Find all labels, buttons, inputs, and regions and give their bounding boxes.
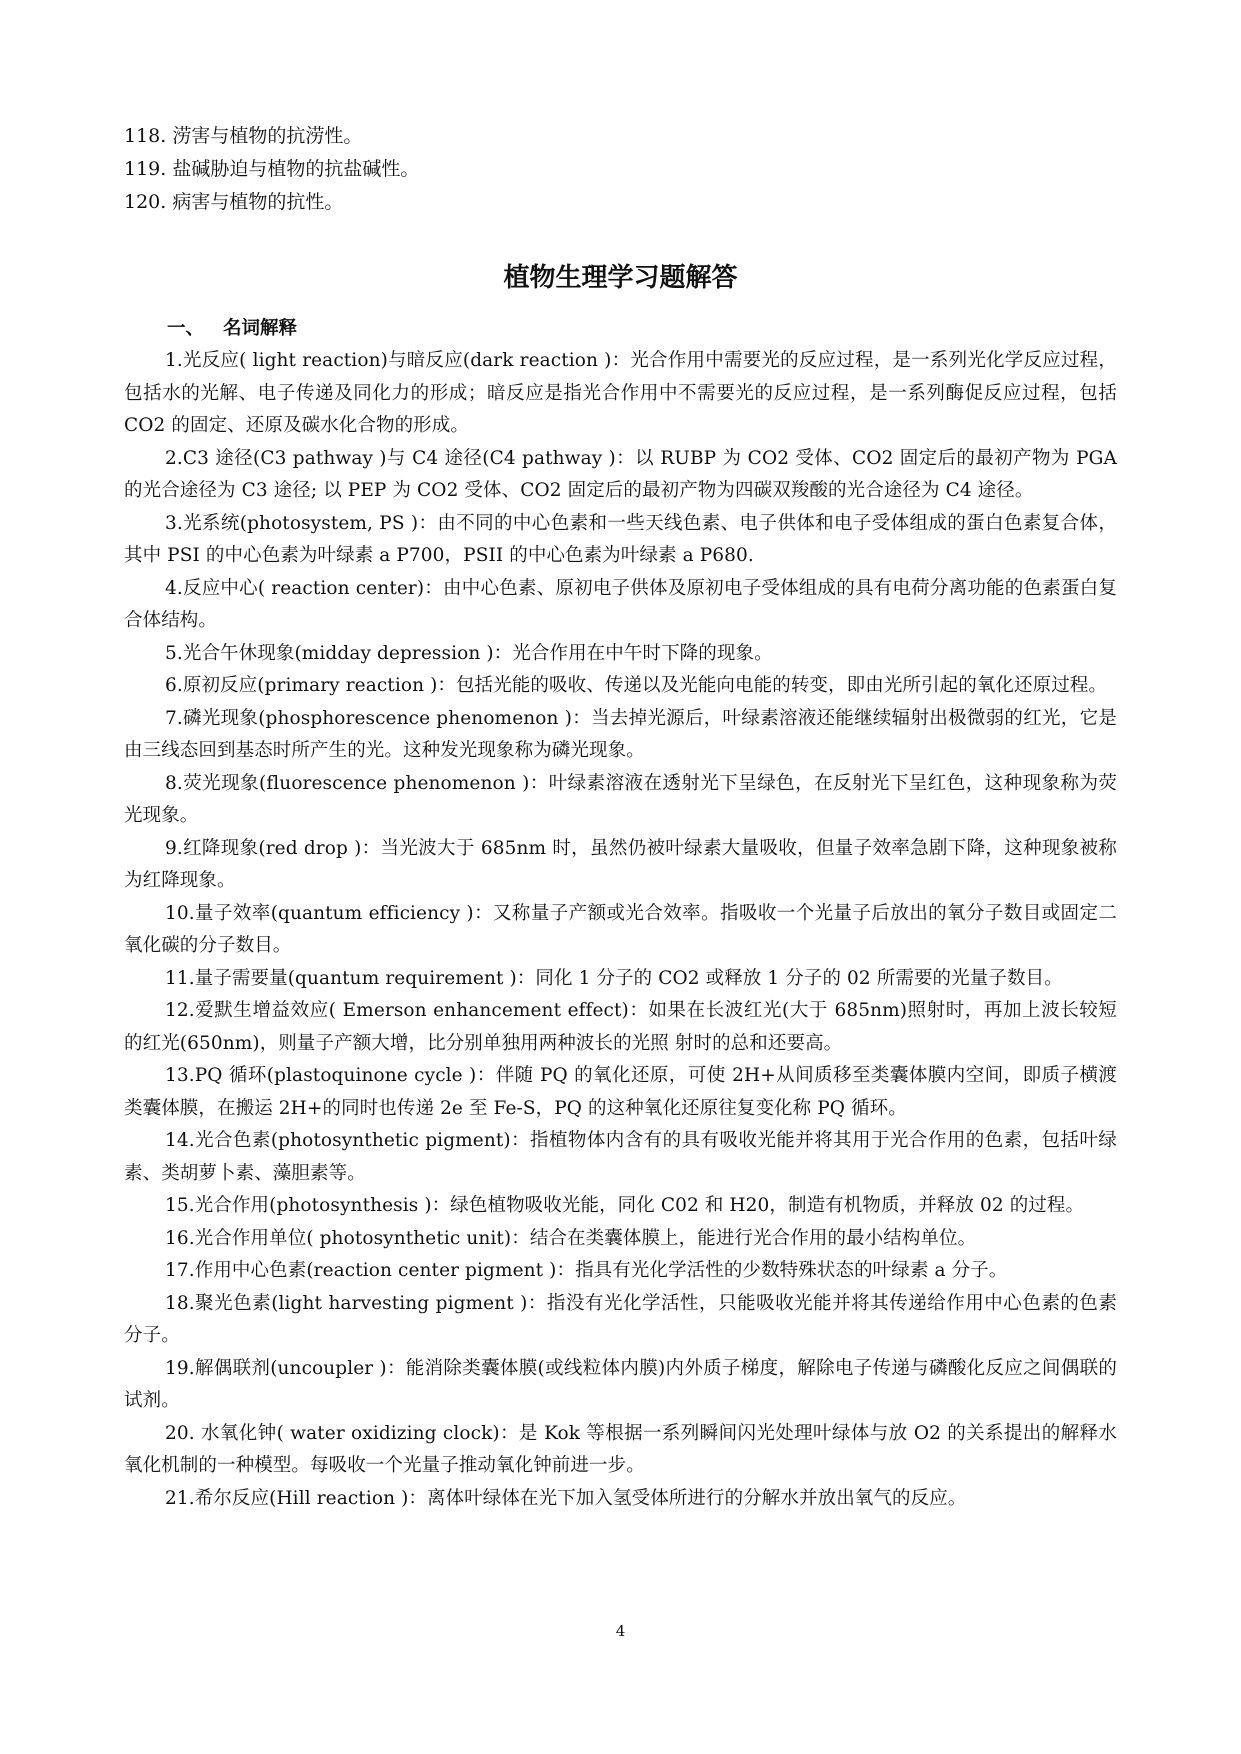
- previous-question-list: [124, 120, 1124, 219]
- definition-term: 21.希尔反应(Hill reaction )：: [165, 1487, 427, 1509]
- definition-term: 14.光合色素(photosynthetic pigment)：: [165, 1130, 530, 1151]
- definition-item: [124, 1418, 1117, 1483]
- definition-item: [124, 638, 1117, 671]
- definition-text: 包括光能的吸收、传递以及光能向电能的转变，即由光所引起的氧化还原过程。: [456, 675, 1108, 696]
- definition-item: [124, 1288, 1117, 1353]
- definition-list: [124, 345, 1117, 1515]
- section-name: 名词解释: [223, 318, 298, 339]
- definition-text: 能消除类囊体膜(或线粒体内膜)内外质子梯度，解除电子传递与磷酸化反应之间偶联的试剂。: [124, 1357, 1117, 1411]
- definition-term: 13.PQ 循环(plastoquinone cycle )：: [165, 1065, 496, 1086]
- definition-term: 19.解偶联剂(uncoupler )：: [165, 1357, 406, 1379]
- definition-term: 6.原初反应(primary reaction )：: [165, 675, 457, 696]
- definition-item: [124, 703, 1117, 768]
- definition-item: [124, 768, 1117, 833]
- definition-text: 又称量子产额或光合效率。指吸收一个光量子后放出的氧分子数目或固定二氧化碳的分子数目。: [124, 902, 1117, 956]
- definition-text: 以 RUBP 为 CO2 受体、CO2 固定后的最初产物为 PGA 的光合途径为 C3 途径; 以 PEP 为 CO2 受体、CO2 固定后的最初产物为四碳双羧酸的光合途径为 C4 途径。: [124, 447, 1118, 501]
- definition-term: 4.反应中心( reaction center)：: [165, 577, 444, 599]
- definition-term: 3.光系统(photosystem, PS )：: [165, 512, 438, 534]
- question-line: 120. 病害与植物的抗性。: [124, 191, 344, 213]
- definition-text: 由中心色素、原初电子供体及原初电子受体组成的具有电荷分离功能的色素蛋白复合体结构。: [124, 577, 1117, 631]
- definition-item: [124, 1223, 1117, 1256]
- definition-text: 伴随 PQ 的氧化还原，可使 2H+从间质移至类囊体膜内空间，即质子横渡类囊体膜，在搬运 2H+的同时也传递 2e 至 Fe-S，PQ 的这种氧化还原往复变化称 PQ 循环。: [124, 1065, 1118, 1119]
- definition-term: 1.光反应( light reaction)与暗反应(dark reaction )：: [165, 350, 631, 371]
- definition-term: 11.量子需要量(quantum requirement )：: [165, 967, 536, 989]
- definition-item: [124, 1353, 1117, 1418]
- definition-item: [124, 898, 1117, 963]
- definition-term: 10.量子效率(quantum efficiency )：: [165, 902, 493, 924]
- definition-term: 5.光合午休现象(midday depression )：: [165, 642, 513, 664]
- definition-item: [124, 573, 1117, 638]
- definition-term: 12.爱默生增益效应( Emerson enhancement effect)：: [165, 1000, 649, 1021]
- definition-text: 指具有光化学活性的少数特殊状态的叶绿素 a 分子。: [575, 1260, 1008, 1281]
- definition-term: 18.聚光色素(light harvesting pigment )：: [165, 1292, 547, 1314]
- definition-text: 光合作用中需要光的反应过程，是一系列光化学反应过程，包括水的光解、电子传递及同化力的形成；暗反应是指光合作用中不需要光的反应过程，是一系列酶促反应过程，包括 CO2 的固定、还原及碳水化合物的形成。: [124, 350, 1118, 436]
- definition-term: 9.红降现象(red drop )：: [165, 837, 381, 859]
- definition-text: 由不同的中心色素和一些天线色素、电子供体和电子受体组成的蛋白色素复合体，其中 PSI 的中心色素为叶绿素 a P700，PSII 的中心色素为叶绿素 a P680.: [124, 512, 1117, 566]
- page-number: 4: [615, 1622, 626, 1640]
- definition-text: 叶绿素溶液在透射光下呈绿色，在反射光下呈红色，这种现象称为荧光现象。: [124, 772, 1117, 826]
- definition-item: [124, 1125, 1117, 1190]
- definition-item: [124, 995, 1117, 1060]
- definition-text: 当去掉光源后，叶绿素溶液还能继续辐射出极微弱的红光，它是由三线态回到基态时所产生的光。这种发光现象称为磷光现象。: [124, 707, 1117, 761]
- page-title: 植物生理学习题解答: [503, 263, 738, 293]
- definition-item: [124, 670, 1117, 703]
- definition-item: [124, 1255, 1117, 1288]
- definition-text: 如果在长波红光(大于 685nm)照射时，再加上波长较短的红光(650nm)，则量子产额大增，比分别单独用两种波长的光照 射时的总和还要高。: [124, 1000, 1117, 1054]
- definition-item: [124, 508, 1117, 573]
- definition-item: [124, 963, 1117, 996]
- definition-item: [124, 1190, 1117, 1223]
- definition-text: 是 Kok 等根据一系列瞬间闪光处理叶绿体与放 O2 的关系提出的解释水氧化机制的一种模型。每吸收一个光量子推动氧化钟前进一步。: [124, 1422, 1117, 1476]
- question-line: 119. 盐碱胁迫与植物的抗盐碱性。: [124, 158, 420, 180]
- definition-term: 7.磷光现象(phosphorescence phenomenon )：: [165, 707, 591, 729]
- definition-text: 同化 1 分子的 CO2 或释放 1 分子的 02 所需要的光量子数目。: [535, 967, 1063, 989]
- definition-term: 2.C3 途径(C3 pathway )与 C4 途径(C4 pathway )：: [165, 447, 636, 469]
- definition-item: [124, 443, 1117, 508]
- definition-term: 16.光合作用单位( photosynthetic unit)：: [165, 1227, 530, 1249]
- definition-term: 20. 水氧化钟( water oxidizing clock)：: [165, 1422, 519, 1444]
- definition-text: 指没有光化学活性，只能吸收光能并将其传递给作用中心色素的色素分子。: [124, 1292, 1117, 1346]
- definition-text: 当光波大于 685nm 时，虽然仍被叶绿素大量吸收，但量子效率急剧下降，这种现象被称为红降现象。: [124, 837, 1117, 891]
- section-number: 一、: [167, 318, 205, 339]
- question-line: 118. 涝害与植物的抗涝性。: [124, 125, 363, 147]
- definition-item: [124, 345, 1117, 443]
- definition-term: 17.作用中心色素(reaction center pigment )：: [165, 1260, 576, 1281]
- definition-text: 指植物体内含有的具有吸收光能并将其用于光合作用的色素，包括叶绿素、类胡萝卜素、藻胆素等。: [124, 1130, 1118, 1184]
- definition-text: 结合在类囊体膜上，能进行光合作用的最小结构单位。: [529, 1227, 977, 1249]
- definition-term: 15.光合作用(photosynthesis )：: [165, 1195, 451, 1216]
- section-heading: [167, 316, 297, 342]
- definition-item: [124, 1483, 1117, 1516]
- definition-term: 8.荧光现象(fluorescence phenomenon )：: [165, 772, 549, 794]
- definition-item: [124, 833, 1117, 898]
- definition-text: 离体叶绿体在光下加入氢受体所进行的分解水并放出氧气的反应。: [427, 1487, 967, 1509]
- definition-text: 绿色植物吸收光能，同化 C02 和 H20，制造有机物质，并释放 02 的过程。: [450, 1195, 1085, 1216]
- definition-item: [124, 1060, 1117, 1125]
- definition-text: 光合作用在中午时下降的现象。: [512, 642, 773, 664]
